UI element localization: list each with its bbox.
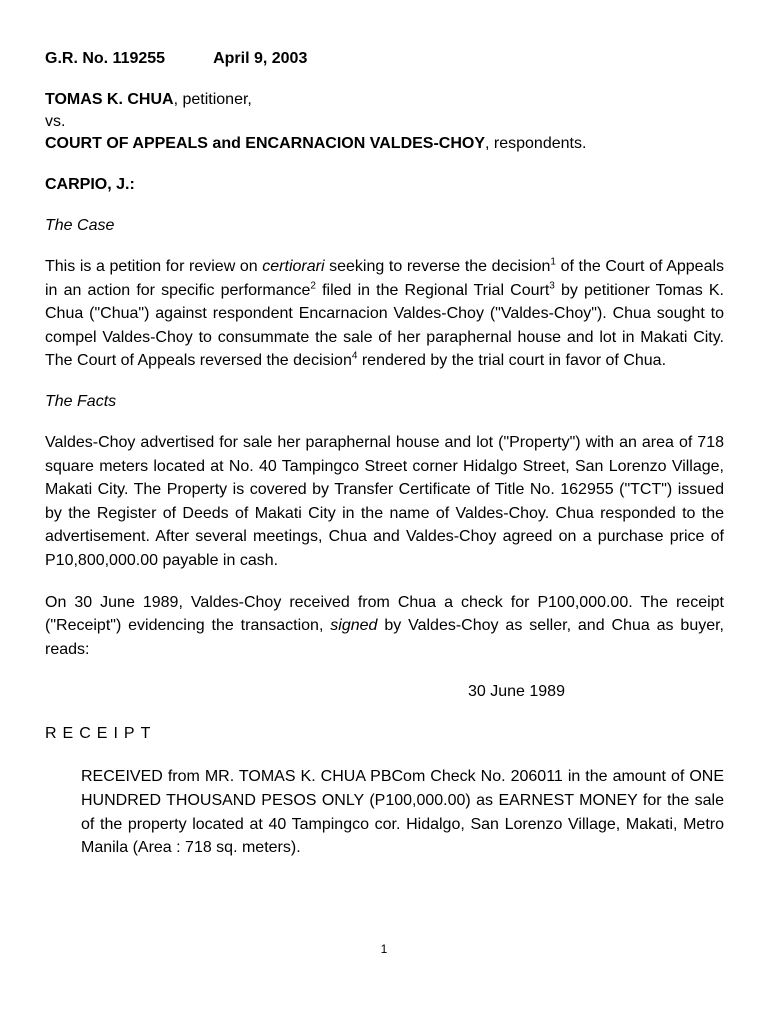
petitioner-line [45,89,724,111]
receipt-title: RECEIPT [45,725,157,743]
italic-term: certiorari [262,258,325,275]
text-run: by petitioner Tomas K. Chua ("Chua") against respondent Encarnacion Valdes-Choy ("Valdes-Choy"). Chua sought to compel Valdes-Choy to consummate the sale of her paraphernal house and lot in Makati City. The Court of Appeals reversed the decision [45,281,724,370]
facts-paragraph-1: Valdes-Choy advertised for sale her paraphernal house and lot ("Property") with an area of 718 square meters located at No. 40 Tampingco Street corner Hidalgo Street, San Lorenzo Village, Makati City. The Property is covered by Transfer Certificate of Title No. 162955 ("TCT") issued by the Register of Deeds of Makati City in the name of Valdes-Choy. Chua responded to the advertisement. After several meetings, Chua and Valdes-Choy agreed on a purchase price of P10,800,000.00 payable in cash. [45,433,724,569]
italic-term: signed [330,617,378,635]
section-heading-case: The Case [45,217,115,234]
text-run: This is a petition for review on [45,258,263,275]
page-number: 1 [380,942,388,956]
case-header [45,48,724,70]
receipt-date: 30 June 1989 [468,683,565,701]
respondents-names: COURT OF APPEALS and ENCARNACION VALDES-CHOY [45,135,486,152]
decision-date: April 9, 2003 [213,50,308,67]
facts-paragraph-2 [45,591,724,662]
ponente: CARPIO, J.: [45,176,135,193]
versus-line: vs. [45,113,66,130]
footnote-ref[interactable]: 4 [351,351,358,363]
respondents-role: , respondents. [485,135,587,152]
case-paragraph [45,255,724,373]
respondents-line [45,133,724,155]
case-number: G.R. No. 119255 [45,50,166,67]
text-run: by Valdes-Choy as seller, and Chua as buyer, reads: [45,617,724,658]
document-page [45,48,724,860]
footnote-ref[interactable]: 1 [550,256,556,268]
footnote-ref[interactable]: 3 [549,280,555,292]
text-run: seeking to reverse the decision [324,258,551,275]
petitioner-role: , petitioner, [173,91,252,108]
petitioner-name: TOMAS K. CHUA [45,91,174,108]
section-heading-facts: The Facts [45,392,117,410]
footnote-ref[interactable]: 2 [310,280,316,292]
text-run: rendered by the trial court in favor of Chua. [357,352,667,370]
text-run: filed in the Regional Trial Court [315,281,550,299]
receipt-body: RECEIVED from MR. TOMAS K. CHUA PBCom Check No. 206011 in the amount of ONE HUNDRED THOUSAND PESOS ONLY (P100,000.00) as EARNEST MONEY for the sale of the property located at 40 Tampingco cor. Hidalgo, San Lorenzo Village, Makati, Metro Manila (Area : 718 sq. meters). [81,768,724,857]
text-run: of the Court of Appeals in an action for specific performance [45,258,725,299]
text-run: On 30 June 1989, Valdes-Choy received from Chua a check for P100,000.00. The receipt ("Receipt") evidencing the transaction, [45,593,724,635]
